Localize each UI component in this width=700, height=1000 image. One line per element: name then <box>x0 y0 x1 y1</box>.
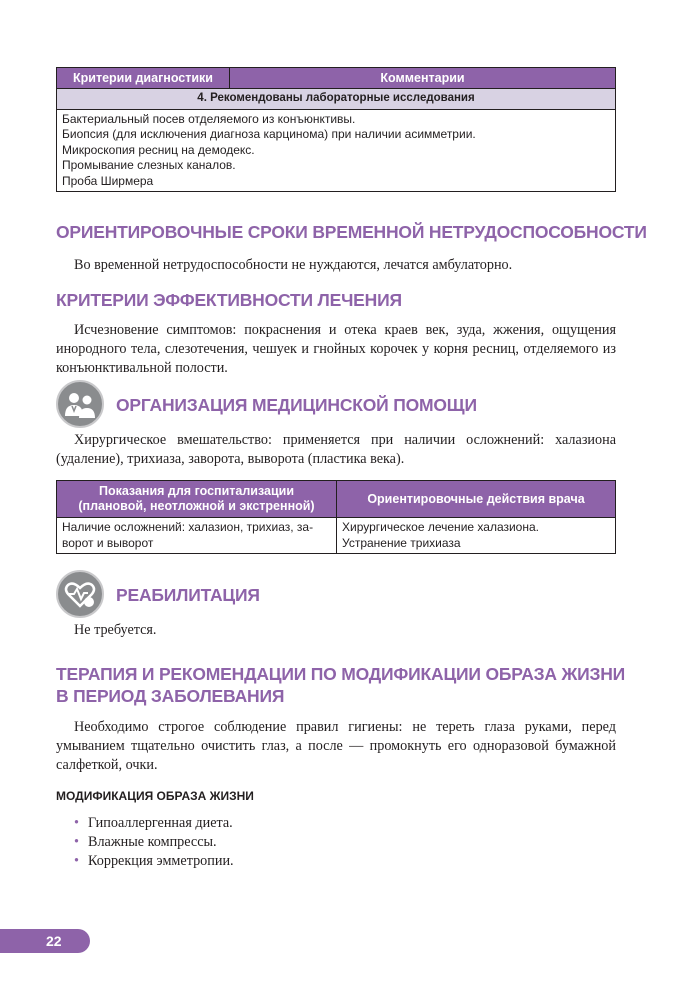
paragraph-text: Во временной нетрудоспособности не нуждаются, лечатся амбулаторно. <box>74 257 513 273</box>
table-subheader: 4. Рекомендованы лабораторные исследования <box>57 89 616 110</box>
table-line: Микроскопия ресниц на демодекс. <box>62 142 255 157</box>
section-title: ОРИЕНТИРОВОЧНЫЕ СРОКИ ВРЕМЕННОЙ НЕТРУДОСПОСОБНОСТИ <box>56 222 647 242</box>
paragraph <box>56 718 616 775</box>
table-header: Ориентировочные действия врача <box>337 481 616 518</box>
list-item: • Влажные компрессы. <box>74 833 234 852</box>
page-number: 22 <box>46 933 62 949</box>
paragraph <box>56 256 616 275</box>
table-cell <box>57 109 616 192</box>
table-line: ворот и выворот <box>62 535 154 550</box>
table-line: Проба Ширмера <box>62 173 154 188</box>
table-cell <box>337 518 616 554</box>
title-line: ТЕРАПИЯ И РЕКОМЕНДАЦИИ ПО МОДИФИКАЦИИ ОБРАЗА ЖИЗНИ <box>56 664 626 684</box>
table-line: Промывание слезных каналов. <box>62 158 236 172</box>
header-line: Показания для госпитализации <box>98 484 295 498</box>
paragraph-text: Исчезновение симптомов: покраснения и отека краев век, зуда, жжения, ощущения инородного тела, слезотечения, чешуек и гнойных корочек у корня ресниц, отделяемого из конъюнктивальной полости. <box>56 322 616 376</box>
list-item: • Гипоаллергенная диета. <box>74 814 234 833</box>
table-cell <box>57 518 337 554</box>
paragraph <box>56 431 616 469</box>
table-header <box>57 481 337 518</box>
section-title: КРИТЕРИИ ЭФФЕКТИВНОСТИ ЛЕЧЕНИЯ <box>56 290 402 310</box>
doctors-icon <box>56 380 104 428</box>
header-line: (плановой, неотложной и экстренной) <box>78 499 315 513</box>
section-title: РЕАБИЛИТАЦИЯ <box>116 585 260 605</box>
section-title: ОРГАНИЗАЦИЯ МЕДИЦИНСКОЙ ПОМОЩИ <box>116 395 477 415</box>
table-line: Хирургическое лечение халазиона. <box>342 520 539 534</box>
bullet-list <box>74 814 234 871</box>
page-number-tab <box>0 929 90 953</box>
title-line: В ПЕРИОД ЗАБОЛЕВАНИЯ <box>56 686 285 706</box>
table-line: Биопсия (для исключения диагноза карцинома) при наличии асимметрии. <box>62 127 476 141</box>
heart-pulse-icon <box>56 570 104 618</box>
paragraph <box>56 321 616 378</box>
table-line: Наличие осложнений: халазион, трихиаз, за- <box>62 520 314 534</box>
subsection-title: МОДИФИКАЦИЯ ОБРАЗА ЖИЗНИ <box>56 789 254 803</box>
section-title <box>56 663 625 707</box>
table-line: Бактериальный посев отделяемого из конъюнктивы. <box>62 111 356 126</box>
list-item: • Коррекция эмметропии. <box>74 852 234 871</box>
paragraph-text: Хирургическое вмешательство: применяется при наличии осложнений: халазиона (удаление), трихиаза, заворота, выворота (пластика века). <box>56 432 616 467</box>
paragraph-text: Необходимо строгое соблюдение правил гигиены: не тереть глаза руками, перед умыванием тщательно очистить глаз, а после — промокнуть его одноразовой бумажной салфеткой, очки. <box>56 719 616 773</box>
hospitalization-table <box>56 480 616 554</box>
paragraph: Не требуется. <box>74 622 157 638</box>
table-header: Критерии диагностики <box>57 68 230 89</box>
table-header: Комментарии <box>230 68 616 89</box>
diagnostics-table <box>56 67 616 192</box>
table-line: Устранение трихиаза <box>342 535 461 550</box>
